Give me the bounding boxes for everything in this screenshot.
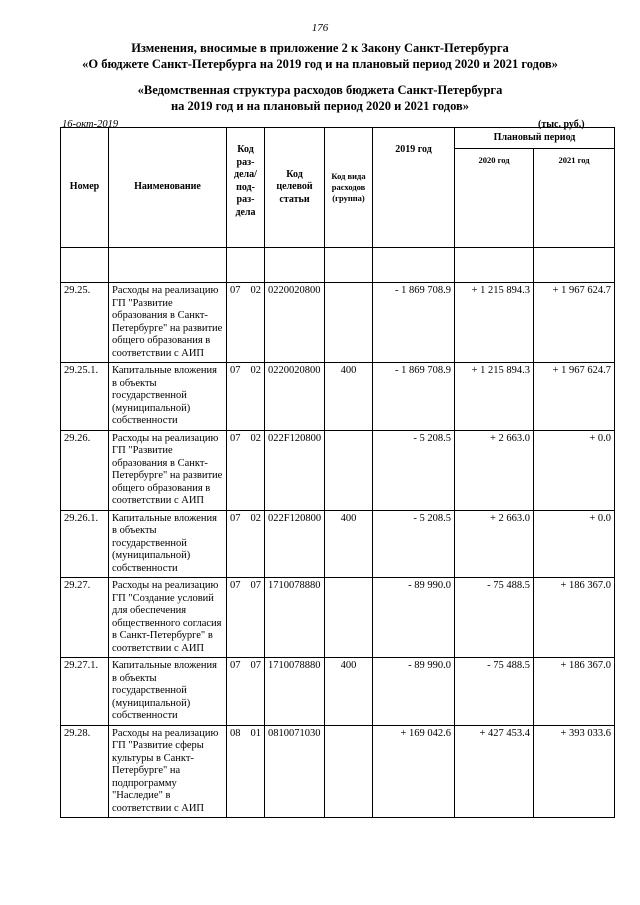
row-name: Капитальные вложения в объекты государственной (муниципальной) собственности bbox=[109, 510, 227, 578]
table-row bbox=[61, 510, 615, 578]
table-row bbox=[61, 430, 615, 510]
row-amount-2021: + 0.0 bbox=[534, 510, 615, 578]
row-name: Капитальные вложения в объекты государственной (муниципальной) собственности bbox=[109, 363, 227, 431]
row-amount-2020: + 427 453.4 bbox=[455, 725, 534, 818]
subsection-code: 07 bbox=[250, 580, 261, 591]
row-expense-type: 400 bbox=[325, 510, 373, 578]
row-section-code bbox=[227, 283, 265, 363]
row-target-code: 022F120800 bbox=[265, 510, 325, 578]
subsection-code: 02 bbox=[250, 432, 261, 444]
row-number: 29.28. bbox=[61, 725, 109, 818]
row-number: 29.26.1. bbox=[61, 510, 109, 578]
col-2021-header: 2021 год bbox=[534, 149, 615, 248]
row-target-code: 022F120800 bbox=[265, 430, 325, 510]
table-row bbox=[61, 283, 615, 363]
row-amount-2019: - 89 990.0 bbox=[373, 578, 455, 658]
row-section-code bbox=[227, 430, 265, 510]
subsection-code: 01 bbox=[250, 727, 261, 739]
table-title bbox=[0, 82, 640, 114]
row-amount-2021: + 0.0 bbox=[534, 430, 615, 510]
row-target-code: 1710078880 bbox=[265, 578, 325, 658]
section-code: 07 bbox=[230, 660, 241, 671]
row-expense-type: 400 bbox=[325, 658, 373, 726]
table-body bbox=[61, 248, 615, 818]
row-number: 29.27.1. bbox=[61, 658, 109, 726]
row-amount-2021: + 186 367.0 bbox=[534, 658, 615, 726]
row-name: Расходы на реализацию ГП "Развитие образования в Санкт-Петербурге" на развитие общего образования в соответствии с АИП bbox=[109, 430, 227, 510]
page-number: 176 bbox=[311, 22, 329, 34]
row-expense-type bbox=[325, 430, 373, 510]
col-number-header: Номер bbox=[61, 128, 109, 248]
row-amount-2021: + 393 033.6 bbox=[534, 725, 615, 818]
row-amount-2019: + 169 042.6 bbox=[373, 725, 455, 818]
heading-line-2: «О бюджете Санкт-Петербурга на 2019 год и на плановый период 2020 и 2021 годов» bbox=[82, 57, 558, 71]
row-section-code bbox=[227, 363, 265, 431]
row-target-code: 1710078880 bbox=[265, 658, 325, 726]
row-amount-2020: + 2 663.0 bbox=[455, 430, 534, 510]
section-code: 07 bbox=[230, 512, 241, 524]
col-section-header: Код раз-дела/ под-раз-дела bbox=[227, 128, 265, 248]
expenditure-table bbox=[60, 127, 615, 818]
row-number: 29.25.1. bbox=[61, 363, 109, 431]
table-row bbox=[61, 658, 615, 726]
row-number: 29.27. bbox=[61, 578, 109, 658]
row-name: Капитальные вложения в объекты государственной (муниципальной) собственности bbox=[109, 658, 227, 726]
row-name: Расходы на реализацию ГП "Создание условий для обеспечения общественного согласия в Санкт-Петербурге" в соответствии с АИП bbox=[109, 578, 227, 658]
row-amount-2020: - 75 488.5 bbox=[455, 658, 534, 726]
row-amount-2021: + 1 967 624.7 bbox=[534, 363, 615, 431]
col-expense-type-header: Код вида расходов (группа) bbox=[325, 128, 373, 248]
subsection-code: 07 bbox=[250, 660, 261, 671]
section-code: 08 bbox=[230, 727, 241, 739]
row-section-code bbox=[227, 510, 265, 578]
section-code: 07 bbox=[230, 365, 241, 376]
row-amount-2019: - 5 208.5 bbox=[373, 430, 455, 510]
col-name-header: Наименование bbox=[109, 128, 227, 248]
row-expense-type bbox=[325, 725, 373, 818]
row-amount-2020: + 2 663.0 bbox=[455, 510, 534, 578]
col-target-header: Код целевой статьи bbox=[265, 128, 325, 248]
amendment-heading bbox=[0, 40, 640, 72]
col-2019-header: 2019 год bbox=[373, 128, 455, 248]
col-planned-header: Плановый период bbox=[455, 128, 615, 149]
row-number: 29.26. bbox=[61, 430, 109, 510]
spacer-row bbox=[61, 248, 615, 283]
row-section-code bbox=[227, 658, 265, 726]
table-row bbox=[61, 578, 615, 658]
heading-line-4: на 2019 год и на плановый период 2020 и 2021 годов» bbox=[170, 99, 470, 113]
heading-line-1: Изменения, вносимые в приложение 2 к Закону Санкт-Петербурга bbox=[131, 41, 509, 55]
row-number: 29.25. bbox=[61, 283, 109, 363]
row-amount-2019: - 89 990.0 bbox=[373, 658, 455, 726]
row-expense-type bbox=[325, 283, 373, 363]
row-target-code: 0220020800 bbox=[265, 363, 325, 431]
row-amount-2019: - 1 869 708.9 bbox=[373, 363, 455, 431]
row-amount-2020: + 1 215 894.3 bbox=[455, 363, 534, 431]
document-date: 16-окт-2019 bbox=[62, 119, 119, 130]
section-code: 07 bbox=[230, 580, 241, 591]
header-row bbox=[61, 128, 615, 149]
row-target-code: 0220020800 bbox=[265, 283, 325, 363]
subsection-code: 02 bbox=[250, 285, 261, 296]
subsection-code: 02 bbox=[250, 512, 261, 524]
section-code: 07 bbox=[230, 285, 241, 296]
row-section-code bbox=[227, 578, 265, 658]
row-amount-2020: + 1 215 894.3 bbox=[455, 283, 534, 363]
row-amount-2021: + 186 367.0 bbox=[534, 578, 615, 658]
row-target-code: 0810071030 bbox=[265, 725, 325, 818]
table-row bbox=[61, 725, 615, 818]
col-2020-header: 2020 год bbox=[455, 149, 534, 248]
row-amount-2019: - 1 869 708.9 bbox=[373, 283, 455, 363]
table-row bbox=[61, 363, 615, 431]
row-amount-2019: - 5 208.5 bbox=[373, 510, 455, 578]
row-amount-2021: + 1 967 624.7 bbox=[534, 283, 615, 363]
heading-line-3: «Ведомственная структура расходов бюджета Санкт-Петербурга bbox=[137, 83, 503, 97]
section-code: 07 bbox=[230, 432, 241, 444]
row-name: Расходы на реализацию ГП "Развитие образования в Санкт-Петербурге" на развитие общего образования в соответствии с АИП bbox=[109, 283, 227, 363]
row-name: Расходы на реализацию ГП "Развитие сферы культуры в Санкт-Петербурге" на подпрограмму "Наследие" в соответствии с АИП bbox=[109, 725, 227, 818]
row-expense-type: 400 bbox=[325, 363, 373, 431]
row-section-code bbox=[227, 725, 265, 818]
units-label: (тыс. руб.) bbox=[538, 119, 585, 130]
subsection-code: 02 bbox=[250, 365, 261, 376]
row-expense-type bbox=[325, 578, 373, 658]
row-amount-2020: - 75 488.5 bbox=[455, 578, 534, 658]
